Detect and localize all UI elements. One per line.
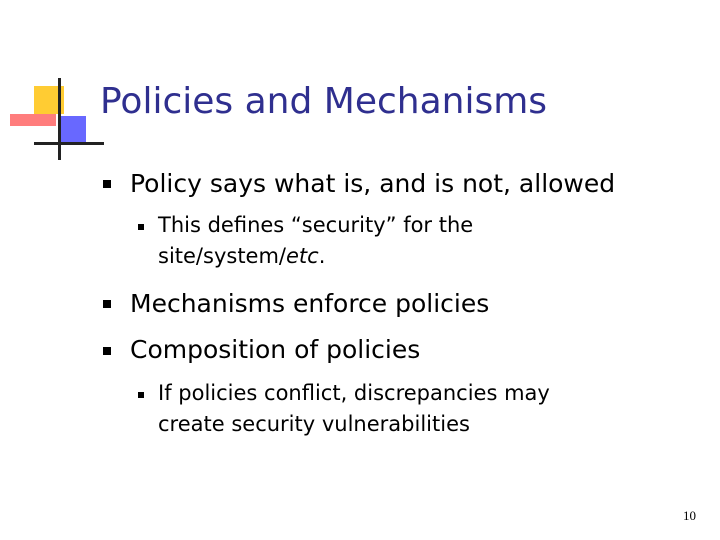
slide-title: Policies and Mechanisms bbox=[100, 81, 548, 122]
square-bullet-icon bbox=[138, 224, 144, 230]
sub-bullet-1-line-1: This defines “security” for the bbox=[158, 213, 474, 237]
bullet-2-text: Mechanisms enforce policies bbox=[130, 289, 490, 318]
bullet-3-text: Composition of policies bbox=[130, 335, 421, 364]
page-number: 10 bbox=[683, 508, 696, 523]
logo-red-bar bbox=[10, 114, 56, 126]
sub-bullet-3-line-2: create security vulnerabilities bbox=[158, 412, 470, 436]
logo-vertical-line bbox=[58, 78, 61, 160]
sub-bullet-1-line-2-italic: etc bbox=[286, 244, 319, 268]
sub-bullet-3-line-1: If policies conflict, discrepancies may bbox=[158, 381, 550, 405]
sub-bullet-1-line-2-prefix: site/system/ bbox=[158, 244, 286, 268]
sub-bullet-1-line-2-suffix: . bbox=[318, 244, 326, 268]
logo-blue-square bbox=[60, 116, 86, 142]
square-bullet-icon bbox=[103, 347, 111, 355]
square-bullet-icon bbox=[138, 392, 144, 398]
square-bullet-icon bbox=[103, 180, 111, 188]
logo-horizontal-line bbox=[34, 142, 104, 145]
bullet-1-text: Policy says what is, and is not, allowed bbox=[130, 169, 616, 198]
sub-bullet-1-line-2 bbox=[158, 241, 325, 272]
square-bullet-icon bbox=[103, 300, 111, 308]
